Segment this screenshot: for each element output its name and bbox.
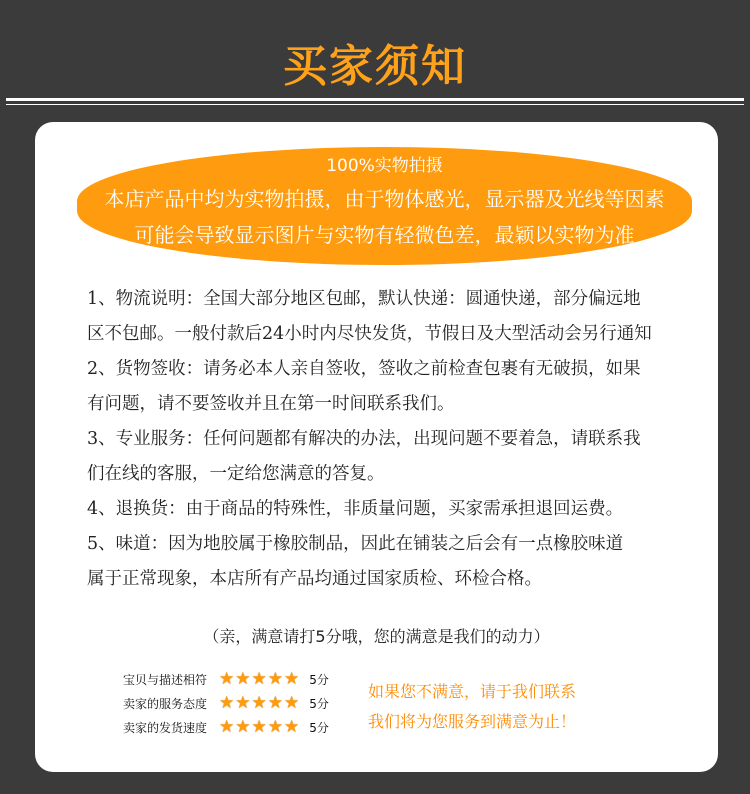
- star-icon: ★: [284, 668, 300, 689]
- rating-score: 5分: [309, 696, 329, 711]
- star-icon: ★: [267, 692, 283, 713]
- rating-row: [123, 691, 329, 715]
- title-divider-thin: [6, 104, 744, 105]
- note-line: 3、专业服务：任何问题都有解决的办法，出现问题不要着急，请联系我: [87, 429, 641, 449]
- star-rating: [219, 668, 300, 689]
- note-line: 4、退换货：由于商品的特殊性，非质量问题，买家需承担退回运费。: [87, 499, 624, 519]
- header: [0, 0, 750, 118]
- contact-line: 如果您不满意，请于我们联系: [368, 682, 577, 701]
- rating-label: 卖家的服务态度: [123, 696, 208, 711]
- star-icon: ★: [251, 668, 267, 689]
- note-line: 5、味道：因为地胶属于橡胶制品，因此在铺装之后会有一点橡胶味道: [87, 534, 624, 554]
- notes-list: [87, 282, 707, 597]
- star-rating: [219, 692, 300, 713]
- note-line: 2、货物签收：请务必本人亲自签收，签收之前检查包裹有无破损，如果: [87, 359, 641, 379]
- star-icon: ★: [235, 716, 251, 737]
- rating-row: [123, 667, 329, 691]
- note-line: 有问题，请不要签收并且在第一时间联系我们。: [87, 394, 455, 414]
- ratings-panel: [123, 667, 329, 739]
- star-rating: [219, 716, 300, 737]
- star-icon: ★: [219, 668, 235, 689]
- star-icon: ★: [251, 716, 267, 737]
- star-icon: ★: [267, 716, 283, 737]
- rating-request-text: （亲，满意请打5分哦，您的满意是我们的动力）: [203, 627, 550, 646]
- note-line: 们在线的客服，一定给您满意的答复。: [87, 464, 385, 484]
- notice-card: [35, 122, 718, 772]
- star-icon: ★: [251, 692, 267, 713]
- star-icon: ★: [219, 716, 235, 737]
- banner-heading: 100%实物拍摄: [326, 156, 443, 176]
- rating-score: 5分: [309, 672, 329, 687]
- rating-score: 5分: [309, 720, 329, 735]
- star-icon: ★: [235, 668, 251, 689]
- contact-message: [368, 677, 576, 737]
- note-line: 1、物流说明：全国大部分地区包邮，默认快递：圆通快递，部分偏远地: [87, 289, 641, 309]
- photo-notice-banner: [77, 147, 692, 265]
- rating-label: 卖家的发货速度: [123, 720, 208, 735]
- note-line: 属于正常现象，本店所有产品均通过国家质检、环检合格。: [87, 569, 542, 589]
- star-icon: ★: [267, 668, 283, 689]
- note-line: 区不包邮。一般付款后24小时内尽快发货，节假日及大型活动会另行通知: [87, 324, 652, 344]
- banner-text-1: 本店产品中均为实物拍摄，由于物体感光，显示器及光线等因素: [104, 187, 665, 211]
- star-icon: ★: [219, 692, 235, 713]
- title-divider: [6, 98, 744, 101]
- star-icon: ★: [235, 692, 251, 713]
- rating-row: [123, 715, 329, 739]
- star-icon: ★: [284, 716, 300, 737]
- banner-text-2: 可能会导致显示图片与实物有轻微色差，最颖以实物为准: [134, 223, 635, 247]
- rating-label: 宝贝与描述相符: [123, 672, 208, 687]
- page-title: 买家须知: [283, 41, 467, 92]
- star-icon: ★: [284, 692, 300, 713]
- contact-line: 我们将为您服务到满意为止！: [368, 712, 577, 731]
